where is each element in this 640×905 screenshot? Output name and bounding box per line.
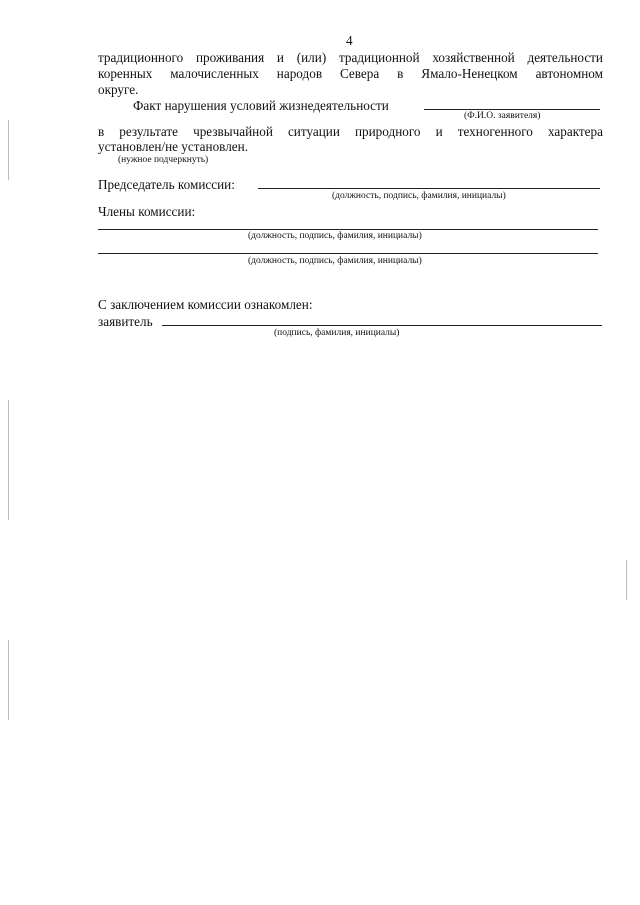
paragraph-1-line-2: коренных малочисленных народов Севера в Ямало-Ненецком автономном xyxy=(98,66,603,81)
paragraph-1-line-1: традиционного проживания и (или) традиционной хозяйственной деятельности xyxy=(98,50,603,65)
scan-artifact xyxy=(626,560,627,600)
scan-artifact xyxy=(8,400,9,520)
applicant-label: заявитель xyxy=(98,314,153,329)
applicant-name-line xyxy=(424,109,600,110)
paragraph-1-line-3: округе. xyxy=(98,82,139,97)
member-2-caption: (должность, подпись, фамилия, инициалы) xyxy=(248,256,422,266)
chairman-label: Председатель комиссии: xyxy=(98,177,235,192)
applicant-signature-line xyxy=(162,325,602,326)
applicant-signature-caption: (подпись, фамилия, инициалы) xyxy=(274,328,400,338)
acknowledgement-heading: С заключением комиссии ознакомлен: xyxy=(98,297,313,312)
applicant-name-caption: (Ф.И.О. заявителя) xyxy=(464,111,541,121)
underline-note: (нужное подчеркнуть) xyxy=(118,155,209,165)
member-1-caption: (должность, подпись, фамилия, инициалы) xyxy=(248,231,422,241)
scan-artifact xyxy=(8,120,9,180)
page-number: 4 xyxy=(346,33,353,48)
paragraph-2-line-1: в результате чрезвычайной ситуации природного и техногенного характера xyxy=(98,124,603,139)
member-2-signature-line xyxy=(98,253,598,254)
chairman-signature-line xyxy=(258,188,600,189)
violation-label: Факт нарушения условий жизнедеятельности xyxy=(133,98,389,113)
paragraph-2-line-2: установлен/не установлен. xyxy=(98,139,249,154)
scan-artifact xyxy=(8,640,9,720)
chairman-caption: (должность, подпись, фамилия, инициалы) xyxy=(332,191,506,201)
member-1-signature-line xyxy=(98,229,598,230)
members-label: Члены комиссии: xyxy=(98,204,196,219)
